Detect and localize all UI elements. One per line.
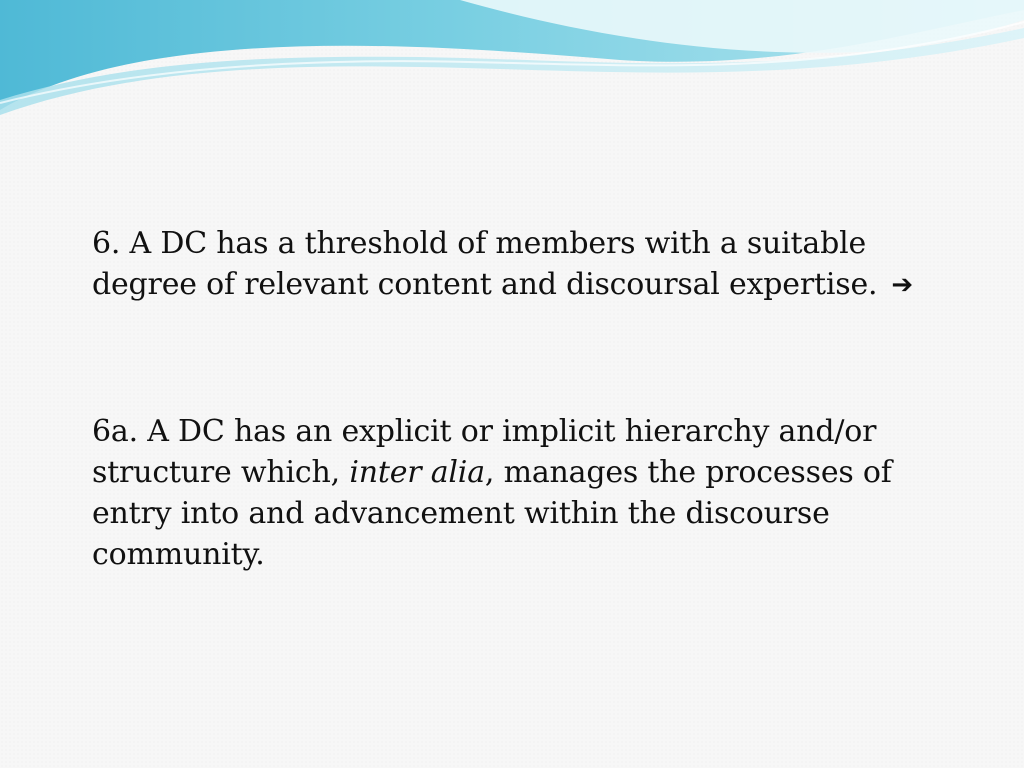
slide-point-6 xyxy=(92,223,972,306)
point-6a-suffix: , manages the processes of entry into and advancement within the discourse community. xyxy=(92,455,892,572)
arrow-right-icon: ➔ xyxy=(891,270,913,300)
point-6-text: 6. A DC has a threshold of members with a suitable degree of relevant content and discoursal expertise. xyxy=(92,226,878,302)
point-6a-prefix: 6a. A DC has an explicit or implicit hierarchy and/or structure which, xyxy=(92,414,877,490)
slide-point-6a xyxy=(92,411,972,575)
header-wave-decoration xyxy=(0,0,1024,120)
point-6a-italic-term: inter alia xyxy=(349,455,485,490)
